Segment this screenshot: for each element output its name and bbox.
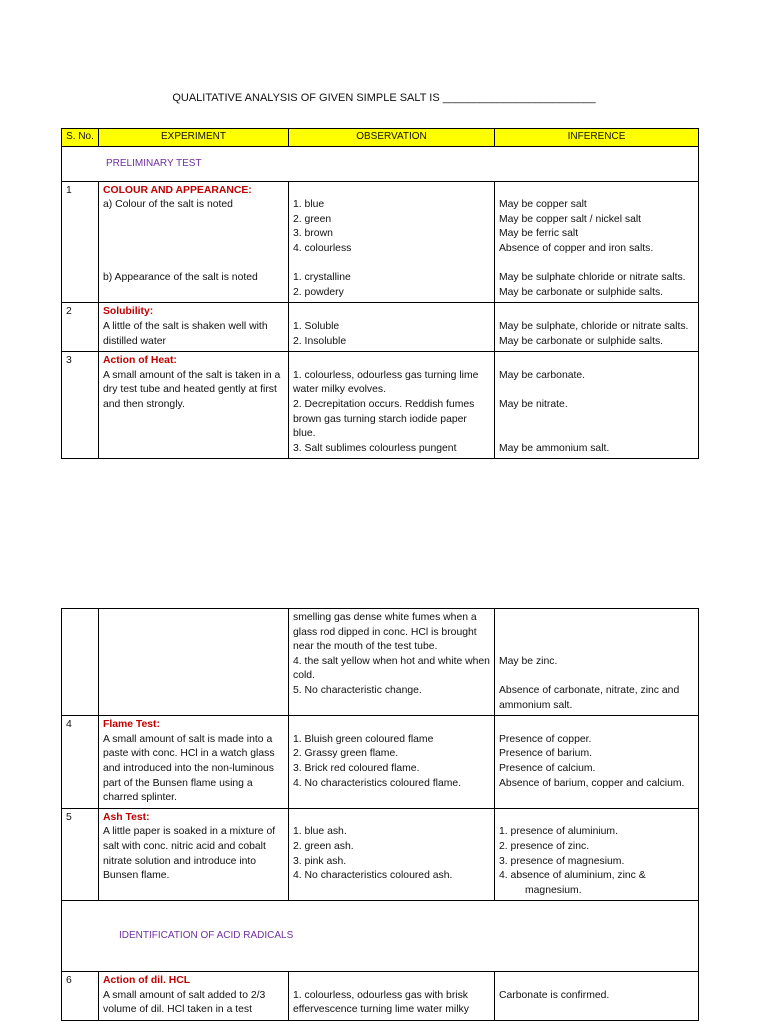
experiment-heading: Ash Test:: [103, 811, 150, 823]
observation-cell: [289, 609, 495, 716]
observation-cell: [289, 181, 495, 303]
experiment-cell: [99, 716, 289, 809]
experiment-cell: [99, 808, 289, 901]
experiment-heading: Action of dil. HCL: [103, 975, 191, 987]
observation-line: 2. powdery: [293, 286, 344, 298]
section-preliminary: PRELIMINARY TEST: [106, 157, 202, 169]
inference-line: Presence of barium.: [499, 748, 592, 760]
experiment-cell: [99, 303, 289, 352]
analysis-table-continued: [61, 608, 699, 1021]
inference-line: 3. presence of magnesium.: [499, 855, 625, 867]
observation-line: 2. Insoluble: [293, 335, 347, 347]
row-number: 3: [62, 352, 99, 459]
observation-line: 1. colourless, odourless gas with brisk effervescence turning lime water milky: [293, 989, 469, 1016]
table-row: [62, 181, 699, 303]
experiment-heading: Solubility:: [103, 306, 154, 318]
inference-line: Carbonate is confirmed.: [499, 989, 610, 1001]
header-sno: S. No.: [62, 129, 99, 147]
header-observation: OBSERVATION: [289, 129, 495, 147]
inference-line: magnesium.: [525, 884, 582, 896]
inference-cell: [495, 609, 699, 716]
inference-line: May be sulphate, chloride or nitrate salts.: [499, 320, 689, 332]
observation-line: 1. Soluble: [293, 320, 340, 332]
inference-line: Presence of copper.: [499, 733, 592, 745]
inference-line: 2. presence of zinc.: [499, 840, 590, 852]
inference-cell: [495, 808, 699, 901]
experiment-heading: COLOUR AND APPEARANCE:: [103, 184, 252, 196]
experiment-text: A small amount of salt is made into a paste with conc. HCl in a watch glass and introduced into the non-luminous part of the Bunsen flame using a charred splinter.: [103, 733, 275, 804]
table-row: [62, 352, 699, 459]
inference-line: May be ferric salt: [499, 228, 579, 240]
observation-line: 1. colourless, odourless gas turning lime water milky evolves.: [293, 369, 479, 396]
inference-line: May be nitrate.: [499, 398, 568, 410]
experiment-text: A little of the salt is shaken well with distilled water: [103, 320, 268, 347]
row-number: 2: [62, 303, 99, 352]
experiment-heading: Flame Test:: [103, 719, 160, 731]
header-row: [62, 129, 699, 147]
observation-line: 1. crystalline: [293, 272, 351, 284]
inference-line: May be carbonate or sulphide salts.: [499, 335, 664, 347]
inference-line: Absence of barium, copper and calcium.: [499, 777, 685, 789]
inference-line: 4. absence of aluminium, zinc &: [499, 870, 646, 882]
experiment-text: A little paper is soaked in a mixture of salt with conc. nitric acid and cobalt nitrate solution and introduce into Bunsen flame.: [103, 826, 276, 882]
observation-line: 4. the salt yellow when hot and white when cold.: [293, 655, 490, 682]
inference-line: Absence of carbonate, nitrate, zinc and ammonium salt.: [499, 684, 680, 711]
table-row: [62, 808, 699, 901]
section-row: [62, 901, 699, 972]
observation-line: 4. No characteristics coloured ash.: [293, 870, 453, 882]
row-number: 5: [62, 808, 99, 901]
section-row: [62, 146, 699, 181]
inference-line: May be sulphate chloride or nitrate salts.: [499, 272, 686, 284]
observation-cell: [289, 972, 495, 1021]
table-row: [62, 972, 699, 1021]
table-row: [62, 303, 699, 352]
observation-line: 1. blue: [293, 199, 325, 211]
experiment-text: A small amount of the salt is taken in a dry test tube and heated gently at first and then strongly.: [103, 369, 281, 410]
inference-line: May be ammonium salt.: [499, 442, 610, 454]
inference-line: Absence of copper and iron salts.: [499, 242, 654, 254]
page-title: QUALITATIVE ANALYSIS OF GIVEN SIMPLE SALT IS _________________________: [172, 92, 596, 104]
observation-cell: [289, 352, 495, 459]
header-experiment: EXPERIMENT: [99, 129, 289, 147]
experiment-cell: [99, 352, 289, 459]
experiment-text: a) Colour of the salt is noted: [103, 199, 233, 211]
inference-line: Presence of calcium.: [499, 762, 596, 774]
observation-line: 3. Salt sublimes colourless pungent: [293, 442, 457, 454]
row-number: 1: [62, 181, 99, 303]
observation-line: 3. brown: [293, 228, 333, 240]
observation-line: 2. Grassy green flame.: [293, 748, 399, 760]
inference-cell: [495, 181, 699, 303]
header-inference: INFERENCE: [495, 129, 699, 147]
observation-line: 3. pink ash.: [293, 855, 347, 867]
experiment-text: b) Appearance of the salt is noted: [103, 272, 258, 284]
experiment-cell: [99, 181, 289, 303]
row-number: 6: [62, 972, 99, 1021]
analysis-table-top: [61, 128, 699, 459]
experiment-cell: [99, 972, 289, 1021]
observation-line: 4. No characteristics coloured flame.: [293, 777, 462, 789]
inference-cell: [495, 352, 699, 459]
observation-line: 2. Decrepitation occurs. Reddish fumes brown gas turning starch iodide paper blue.: [293, 398, 475, 440]
inference-line: 1. presence of aluminium.: [499, 826, 618, 838]
experiment-text: A small amount of salt added to 2/3 volume of dil. HCl taken in a test: [103, 989, 266, 1016]
observation-line: 3. Brick red coloured flame.: [293, 762, 420, 774]
section-acid-radicals: IDENTIFICATION OF ACID RADICALS: [119, 930, 294, 942]
inference-cell: [495, 972, 699, 1021]
observation-cell: [289, 808, 495, 901]
observation-line: smelling gas dense white fumes when a glass rod dipped in conc. HCl is brought near the mouth of the test tube.: [293, 612, 477, 653]
observation-line: 2. green: [293, 213, 332, 225]
inference-line: May be copper salt: [499, 199, 587, 211]
observation-line: 2. green ash.: [293, 840, 354, 852]
observation-cell: [289, 303, 495, 352]
inference-cell: [495, 303, 699, 352]
row-number: 4: [62, 716, 99, 809]
experiment-heading: Action of Heat:: [103, 355, 177, 367]
table-row: [62, 716, 699, 809]
observation-line: 5. No characteristic change.: [293, 684, 422, 696]
inference-cell: [495, 716, 699, 809]
observation-line: 1. blue ash.: [293, 826, 347, 838]
table-row: [62, 609, 699, 716]
inference-line: May be carbonate or sulphide salts.: [499, 286, 664, 298]
inference-line: May be zinc.: [499, 655, 558, 667]
inference-line: May be carbonate.: [499, 369, 586, 381]
inference-line: May be copper salt / nickel salt: [499, 213, 642, 225]
observation-cell: [289, 716, 495, 809]
observation-line: 1. Bluish green coloured flame: [293, 733, 434, 745]
observation-line: 4. colourless: [293, 242, 352, 254]
